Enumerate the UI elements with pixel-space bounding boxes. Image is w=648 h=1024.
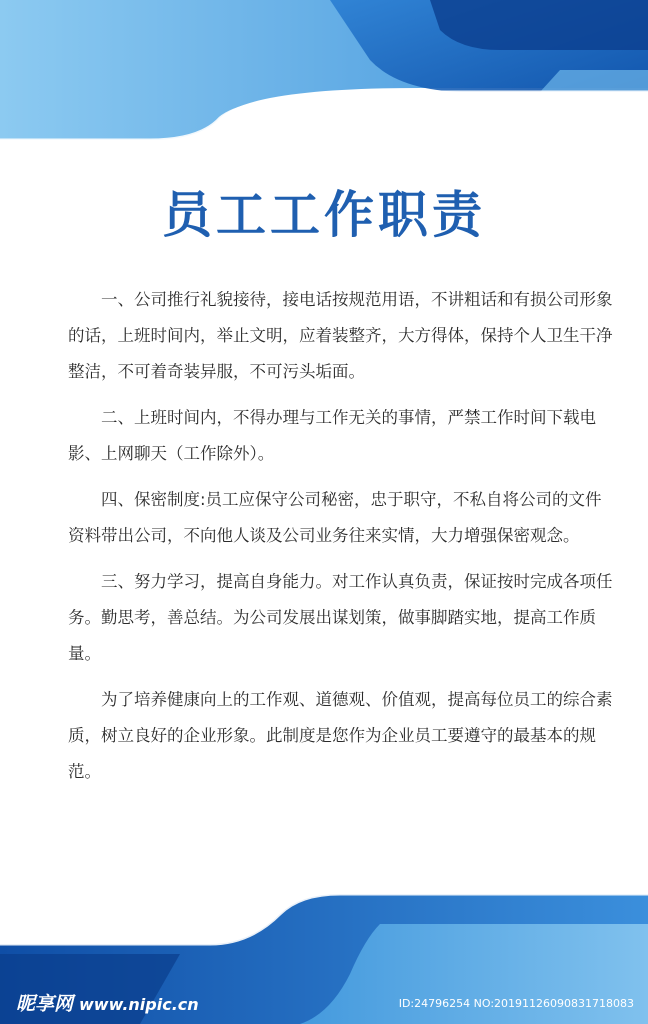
image-id-text: ID:24796254 NO:20191126090831718083 (398, 997, 634, 1010)
duty-paragraph-1: 一、公司推行礼貌接待，接电话按规范用语，不讲粗话和有损公司形象的话，上班时间内，举止文明，应着装整齐，大方得体，保持个人卫生干净整洁，不可着奇装异服，不可污头垢面。 (68, 290, 613, 381)
closing-paragraph: 为了培养健康向上的工作观、道德观、价值观，提高每位员工的综合素质，树立良好的企业形象。此制度是您作为企业员工要遵守的最基本的规范。 (68, 690, 613, 781)
duty-paragraph-3: 四、保密制度:员工应保守公司秘密，忠于职守，不私自将公司的文件资料带出公司，不向他人谈及公司业务往来实情，大力增强保密观念。 (68, 490, 602, 545)
duty-paragraph-2: 二、上班时间内，不得办理与工作无关的事情，严禁工作时间下载电影、上网聊天（工作除外）。 (68, 408, 596, 463)
duties-content (68, 282, 616, 800)
top-decorative-banner (0, 0, 648, 160)
watermark-brand: 昵享网 (16, 993, 74, 1015)
duty-paragraph-4: 三、努力学习，提高自身能力。对工作认真负责，保证按时完成各项任务。勤思考，善总结。为公司发展出谋划策，做事脚踏实地，提高工作质量。 (68, 572, 613, 663)
watermark-logo (16, 989, 199, 1016)
watermark-url: www.nipic.cn (79, 995, 199, 1014)
page-title: 员工工作职责 (162, 186, 486, 244)
